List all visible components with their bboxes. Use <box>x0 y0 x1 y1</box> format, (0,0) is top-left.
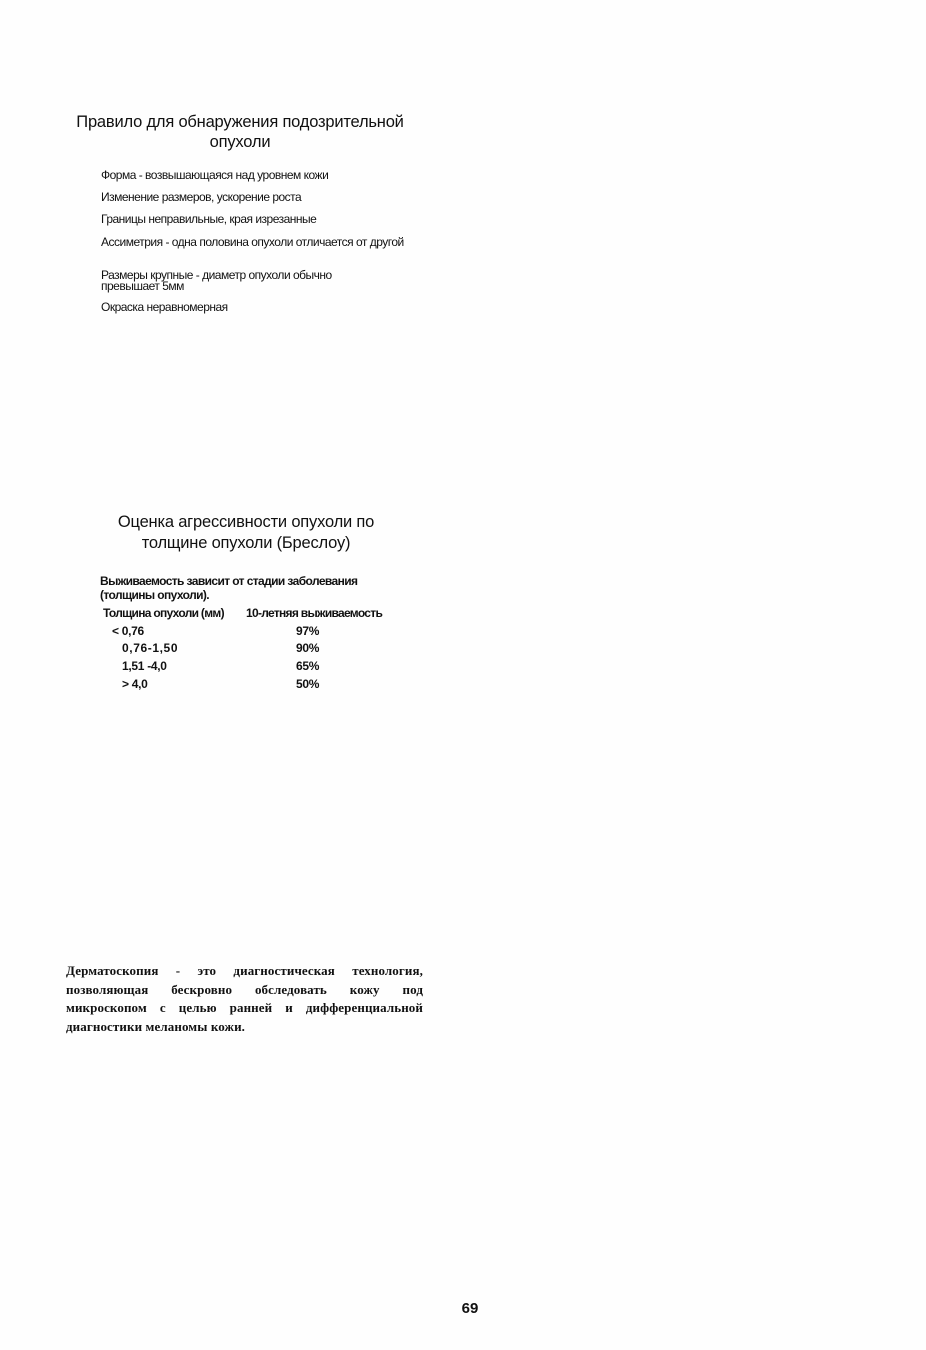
rule-item-shape: Форма - возвышающаяся над уровнем кожи <box>101 168 329 182</box>
rule-item-asymmetry: Ассиметрия - одна половина опухоли отличается от другой <box>101 235 404 249</box>
table-header-thickness: Толщина опухоли (мм) <box>103 606 224 620</box>
rule-item-diameter: Размеры крупные - диаметр опухоли обычно превышает 5мм <box>101 268 332 293</box>
rule-title: Правило для обнаружения подозрительной опухоли <box>76 113 404 151</box>
table-cell-thickness: > 4,0 <box>122 677 148 691</box>
table-cell-thickness: 1,51 -4,0 <box>122 659 167 673</box>
rule-item-size-change: Изменение размеров, ускорение роста <box>101 190 302 204</box>
survival-intro: Выживаемость зависит от стадии заболевания (толщины опухоли). <box>100 574 358 602</box>
table-cell-thickness: < 0,76 <box>112 624 144 638</box>
table-cell-thickness: 0,76-1,50 <box>122 641 179 655</box>
dermatoscopy-paragraph: Дерматоскопия - это диагностическая технология, позволяющая бескровно обследовать кожу под микроскопом с целью ранней и дифференциальной диагностики меланомы кожи. <box>66 963 423 1035</box>
table-cell-survival: 65% <box>296 659 320 673</box>
table-header-survival: 10-летняя выживаемость <box>246 606 383 620</box>
table-cell-survival: 90% <box>296 641 320 655</box>
page-number: 69 <box>461 1300 479 1317</box>
table-cell-survival: 97% <box>296 624 320 638</box>
breslow-title: Оценка агрессивности опухоли по толщине опухоли (Бреслоу) <box>117 513 375 552</box>
table-cell-survival: 50% <box>296 677 320 691</box>
rule-item-color: Окраска неравномерная <box>101 300 228 314</box>
rule-item-borders: Границы неправильные, края изрезанные <box>101 212 317 226</box>
